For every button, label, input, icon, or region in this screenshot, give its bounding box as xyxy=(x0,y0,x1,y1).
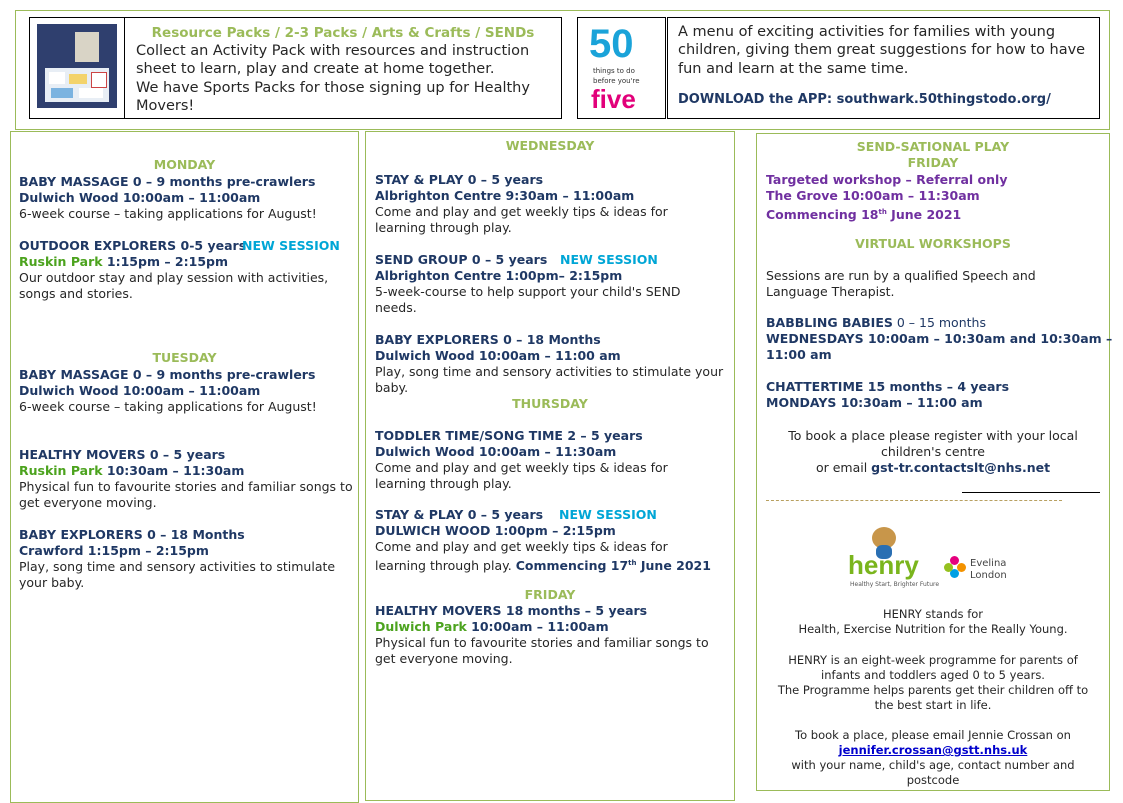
signature-line xyxy=(962,492,1100,493)
session-title: STAY & PLAY 0 – 5 years xyxy=(375,507,544,522)
session-where: Albrighton Centre 9:30am – 11:00am xyxy=(375,188,635,203)
day-heading-thursday: THURSDAY xyxy=(512,396,588,411)
session-title: SEND GROUP 0 – 5 years xyxy=(375,252,548,267)
session-desc: Come and play and get weekly tips & ideas for xyxy=(375,460,668,475)
send-sational-line: The Grove 10:00am – 11:30am xyxy=(766,188,980,203)
send-sational-day: FRIDAY xyxy=(907,155,959,170)
session-desc: get everyone moving. xyxy=(375,651,513,666)
session-title: CHATTERTIME 15 months – 4 years xyxy=(766,379,1010,394)
booking-line: or email gst-tr.contactslt@nhs.net xyxy=(815,460,1051,475)
session-desc: Physical fun to favourite stories and familiar songs to xyxy=(19,479,353,494)
session-title: STAY & PLAY 0 – 5 years xyxy=(375,172,544,187)
session-desc: baby. xyxy=(375,380,409,395)
session-title: HEALTHY MOVERS 18 months – 5 years xyxy=(375,603,648,618)
session-desc: 6-week course – taking applications for August! xyxy=(19,206,317,221)
flower-icon xyxy=(944,556,966,578)
henry-text: To book a place, please email Jennie Crossan on xyxy=(795,728,1071,742)
virtual-desc: Language Therapist. xyxy=(766,284,895,299)
resource-line: We have Sports Packs for those signing up for Healthy xyxy=(136,80,530,96)
henry-text: The Programme helps parents get their children off to xyxy=(777,683,1089,697)
day-heading-wednesday: WEDNESDAY xyxy=(505,138,595,153)
virtual-workshops-title: VIRTUAL WORKSHOPS xyxy=(855,236,1011,251)
session-title: OUTDOOR EXPLORERS 0-5 years xyxy=(19,238,247,253)
session-desc: learning through play. xyxy=(375,220,512,235)
virtual-desc: Sessions are run by a qualified Speech and xyxy=(766,268,1036,283)
session-where: Dulwich Wood 10:00am – 11:00am xyxy=(19,383,261,398)
send-sational-title: SEND-SATIONAL PLAY xyxy=(856,139,1010,154)
day-heading-friday: FRIDAY xyxy=(524,587,576,602)
henry-text: Health, Exercise Nutrition for the Really Young. xyxy=(798,622,1068,636)
session-where: Ruskin Park 10:30am – 11:30am xyxy=(19,463,245,478)
henry-email-line xyxy=(756,742,1110,758)
new-session-badge: NEW SESSION xyxy=(560,252,658,267)
booking-email[interactable]: gst-tr.contactslt@nhs.net xyxy=(871,460,1051,475)
booking-line: To book a place please register with your local xyxy=(788,428,1078,443)
session-desc: your baby. xyxy=(19,575,85,590)
henry-logo: henry Healthy Start, Brighter Future xyxy=(846,525,938,593)
fifty-things-logo: 50 things to do before you're five xyxy=(589,22,640,114)
session-desc: Our outdoor stay and play session with activities, xyxy=(19,270,329,285)
day-heading-monday: MONDAY xyxy=(153,157,216,172)
activity-pack-photo xyxy=(37,24,117,108)
session-title: BABBLING BABIES 0 – 15 months xyxy=(766,315,986,330)
session-where: MONDAYS 10:30am – 11:00 am xyxy=(766,395,983,410)
henry-email-link[interactable]: jennifer.crossan@gstt.nhs.uk xyxy=(838,743,1028,757)
session-desc: needs. xyxy=(375,300,417,315)
session-where: WEDNESDAYS 10:00am – 10:30am and 10:30am – xyxy=(766,331,1113,346)
session-desc: 6-week course – taking applications for August! xyxy=(19,399,317,414)
session-desc: get everyone moving. xyxy=(19,495,157,510)
session-where: DULWICH WOOD 1:00pm – 2:15pm xyxy=(375,523,616,538)
session-desc: Play, song time and sensory activities to stimulate your xyxy=(375,364,724,379)
app-line: children, giving them great suggestions for how to have xyxy=(678,42,1086,58)
session-desc: 5-week-course to help support your child's SEND xyxy=(375,284,681,299)
session-title: TODDLER TIME/SONG TIME 2 – 5 years xyxy=(375,428,643,443)
session-desc: songs and stories. xyxy=(19,286,133,301)
session-where: Dulwich Wood 10:00am – 11:00 am xyxy=(375,348,621,363)
resource-title: Resource Packs / 2-3 Packs / Arts & Crafts / SENDs xyxy=(151,25,535,41)
session-title: BABY EXPLORERS 0 – 18 Months xyxy=(19,527,245,542)
session-title: HEALTHY MOVERS 0 – 5 years xyxy=(19,447,226,462)
resource-line: Collect an Activity Pack with resources and instruction xyxy=(136,43,530,59)
session-desc: Physical fun to favourite stories and familiar songs to xyxy=(375,635,709,650)
session-desc: learning through play. Commencing 17th June 2021 xyxy=(375,558,711,574)
session-where: Albrighton Centre 1:00pm– 2:15pm xyxy=(375,268,623,283)
session-title: BABY EXPLORERS 0 – 18 Months xyxy=(375,332,601,347)
resource-line: sheet to learn, play and create at home together. xyxy=(136,61,495,77)
henry-text: infants and toddlers aged 0 to 5 years. xyxy=(821,668,1045,682)
session-where: Dulwich Wood 10:00am – 11:30am xyxy=(375,444,617,459)
booking-line: children's centre xyxy=(880,444,986,459)
henry-text: with your name, child's age, contact number and xyxy=(791,758,1075,772)
henry-text: the best start in life. xyxy=(874,698,992,712)
send-sational-line: Targeted workshop – Referral only xyxy=(766,172,1008,187)
resource-line: Movers! xyxy=(136,98,195,114)
henry-text: postcode xyxy=(906,773,960,787)
session-desc: learning through play. xyxy=(375,476,512,491)
session-desc: Play, song time and sensory activities to stimulate xyxy=(19,559,336,574)
evelina-logo: Evelina London xyxy=(944,554,1014,588)
session-title: BABY MASSAGE 0 – 9 months pre-crawlers xyxy=(19,174,316,189)
session-where: Dulwich Park 10:00am – 11:00am xyxy=(375,619,609,634)
session-where: Dulwich Wood 10:00am – 11:00am xyxy=(19,190,261,205)
session-where: Ruskin Park 1:15pm – 2:15pm xyxy=(19,254,228,269)
session-where: Crawford 1:15pm – 2:15pm xyxy=(19,543,209,558)
send-sational-line: Commencing 18th June 2021 xyxy=(766,207,962,223)
session-where: 11:00 am xyxy=(766,347,832,362)
app-download-link[interactable]: DOWNLOAD the APP: southwark.50thingstodo.org/ xyxy=(678,92,1051,107)
henry-text: HENRY stands for xyxy=(882,607,984,621)
section-divider xyxy=(766,500,1062,501)
new-session-badge: NEW SESSION xyxy=(559,507,657,522)
app-line: fun and learn at the same time. xyxy=(678,61,909,77)
app-line: A menu of exciting activities for families with young xyxy=(678,24,1056,40)
session-desc: Come and play and get weekly tips & ideas for xyxy=(375,204,668,219)
session-title: BABY MASSAGE 0 – 9 months pre-crawlers xyxy=(19,367,316,382)
session-desc: Come and play and get weekly tips & ideas for xyxy=(375,539,668,554)
henry-text: HENRY is an eight-week programme for parents of xyxy=(788,653,1078,667)
day-heading-tuesday: TUESDAY xyxy=(152,350,217,365)
new-session-badge: NEW SESSION xyxy=(242,238,340,253)
divider-line xyxy=(124,17,125,119)
